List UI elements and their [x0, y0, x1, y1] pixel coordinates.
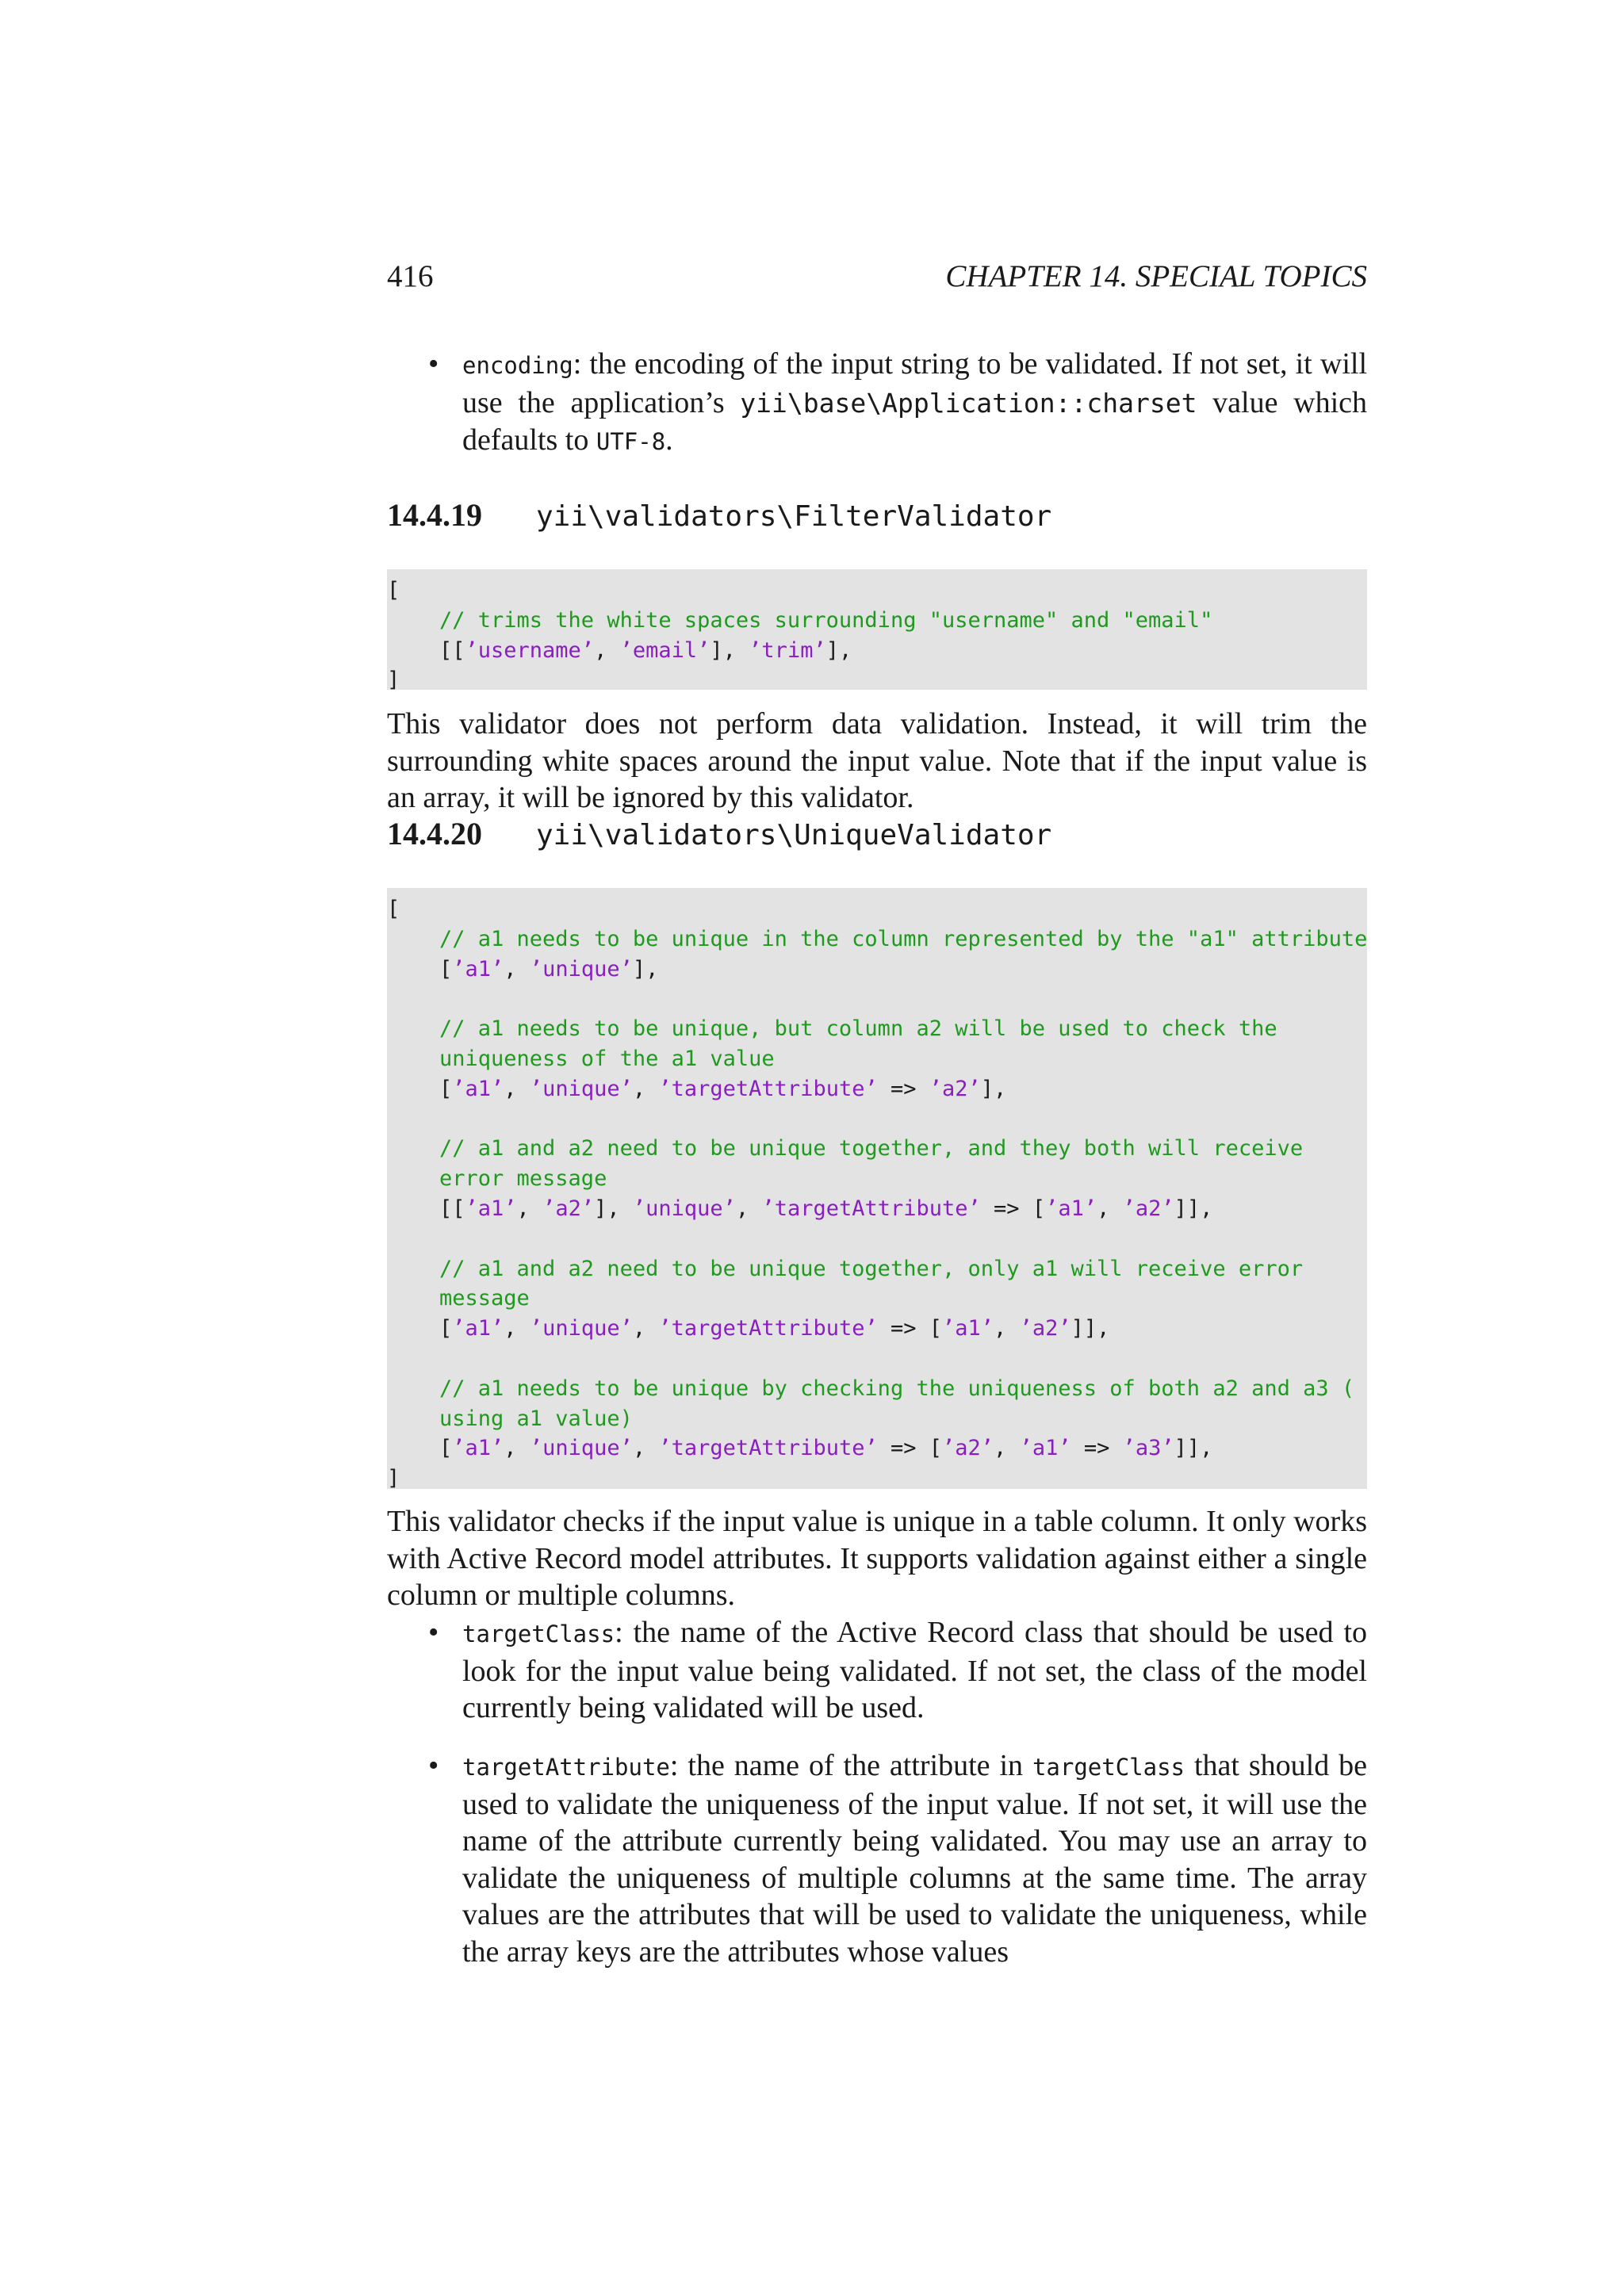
code-line	[387, 1314, 1367, 1344]
code-line	[387, 955, 1367, 985]
code-arrow: =>	[877, 1316, 929, 1341]
code-comment: message	[439, 1286, 530, 1311]
target-attribute-text-2: that should be used to validate the uniqueness of the input value. If not set, it will use the name of the attribute currently being validated. You may use an array to validate the uniqueness of multiple columns at the same time. The array values are the attributes that will be used to validate the uniqueness, while the array keys are the attributes whose values	[462, 1749, 1367, 1969]
code-token: ],	[980, 1076, 1007, 1101]
code-string: ’targetAttribute’	[658, 1436, 878, 1461]
code-string: ’unique’	[632, 1196, 736, 1221]
code-comment: // trims the white spaces surrounding "username" and "email"	[439, 607, 1213, 633]
bullet-target-attribute-text	[462, 1747, 1367, 1970]
code-string: ’username’	[465, 637, 595, 663]
target-class-description: : the name of the Active Record class that should be used to look for the input value being validated. If not set, the class of the model currently being validated will be used.	[462, 1616, 1367, 1724]
code-bracket-close: ]	[387, 1466, 400, 1491]
code-comment: // a1 and a2 need to be unique together, only a1 will receive error	[439, 1256, 1304, 1281]
code-string: ’unique’	[529, 956, 633, 982]
code-token: ,	[504, 956, 530, 982]
code-block-unique	[387, 888, 1367, 1489]
charset-code: yii\base\Application::charset	[740, 387, 1197, 419]
code-string: ’unique’	[529, 1316, 633, 1341]
target-attribute-text-1: : the name of the attribute in	[669, 1749, 1032, 1782]
code-string: ’targetAttribute’	[658, 1076, 878, 1101]
code-string: ’unique’	[529, 1076, 633, 1101]
section-number: 14.4.19	[387, 497, 482, 533]
code-line	[387, 894, 1367, 924]
encoding-text-3: .	[665, 423, 673, 457]
code-token: ,	[504, 1316, 530, 1341]
section-heading-filter-validator	[387, 496, 1367, 534]
code-line	[387, 1254, 1367, 1284]
code-token: ,	[504, 1076, 530, 1101]
code-line	[387, 1044, 1367, 1074]
code-token: ],	[710, 637, 749, 663]
paragraph-filter-description: This validator does not perform data validation. Instead, it will trim the surrounding white spaces around the input value. Note that if the input value is an array, it will be ignored by this validator.	[387, 707, 1367, 814]
code-line	[387, 576, 1367, 606]
code-string: ’a1’	[942, 1316, 994, 1341]
bullet-encoding-text	[462, 346, 1367, 461]
code-token: ,	[594, 637, 620, 663]
code-token: ,	[632, 1076, 659, 1101]
encoding-text-2: value which defaults to	[462, 385, 1367, 457]
code-comment: // a1 needs to be unique in the column represented by the "a1" attribute	[439, 926, 1368, 951]
code-line	[387, 1194, 1367, 1224]
code-line	[387, 1074, 1367, 1104]
term-encoding: encoding	[462, 352, 573, 379]
code-line	[387, 1164, 1367, 1194]
code-token: ]],	[1174, 1196, 1213, 1221]
code-comment: uniqueness of the a1 value	[439, 1046, 775, 1071]
code-string: ’a1’	[1045, 1196, 1097, 1221]
code-string: ’a2’	[929, 1076, 981, 1101]
code-string: ’targetAttribute’	[761, 1196, 981, 1221]
code-line	[387, 1433, 1367, 1464]
bullet-target-attribute	[428, 1747, 1367, 1970]
code-token: ],	[594, 1196, 633, 1221]
code-token: [	[929, 1316, 943, 1341]
code-string: ’a2’	[542, 1196, 595, 1221]
bullet-encoding	[428, 346, 1367, 461]
section-number: 14.4.20	[387, 816, 482, 851]
code-arrow: =>	[1071, 1436, 1123, 1461]
code-string: ’a1’	[452, 1436, 504, 1461]
code-blank-line	[387, 1344, 1367, 1374]
code-blank-line	[387, 984, 1367, 1014]
code-token: [	[439, 1316, 453, 1341]
code-comment: // a1 needs to be unique by checking the uniqueness of both a2 and a3 (	[439, 1376, 1355, 1401]
code-token: ,	[1097, 1196, 1123, 1221]
chapter-title: CHAPTER 14. SPECIAL TOPICS	[945, 259, 1367, 293]
code-line	[387, 1014, 1367, 1044]
code-token: ]],	[1071, 1316, 1110, 1341]
code-string: ’a2’	[942, 1436, 994, 1461]
code-line	[387, 1284, 1367, 1314]
code-token: ],	[632, 956, 659, 982]
bullet-target-class-text	[462, 1614, 1367, 1727]
term-target-class: targetClass	[462, 1621, 615, 1647]
code-comment: using a1 value)	[439, 1406, 633, 1431]
code-blank-line	[387, 1104, 1367, 1135]
code-line	[387, 665, 1367, 695]
code-comment: // a1 and a2 need to be unique together, and they both will receive	[439, 1136, 1304, 1161]
term-target-attribute: targetAttribute	[462, 1754, 670, 1781]
section-name: yii\validators\UniqueValidator	[536, 819, 1052, 851]
code-block-filter	[387, 569, 1367, 693]
code-token: ,	[516, 1196, 543, 1221]
code-token: [[	[439, 1196, 465, 1221]
code-line	[387, 636, 1367, 666]
code-comment: // a1 needs to be unique, but column a2 will be used to check the	[439, 1016, 1277, 1042]
code-token: [[	[439, 637, 465, 663]
page-number: 416	[387, 259, 434, 293]
code-string: ’a1’	[1019, 1436, 1071, 1461]
bullet-dot-icon: •	[428, 347, 439, 381]
code-token: ,	[632, 1436, 659, 1461]
code-line	[387, 606, 1367, 636]
code-bracket-close: ]	[387, 668, 400, 693]
code-token: [	[439, 1076, 453, 1101]
code-string: ’a2’	[1122, 1196, 1174, 1221]
code-string: ’a3’	[1122, 1436, 1174, 1461]
code-line	[387, 924, 1367, 955]
code-arrow: =>	[980, 1196, 1032, 1221]
code-token: ]],	[1174, 1436, 1213, 1461]
code-token: ,	[632, 1316, 659, 1341]
code-blank-line	[387, 1224, 1367, 1254]
code-token: [	[439, 1436, 453, 1461]
code-string: ’a2’	[1019, 1316, 1071, 1341]
code-token: [	[439, 956, 453, 982]
code-string: ’a1’	[452, 1076, 504, 1101]
section-name: yii\validators\FilterValidator	[536, 500, 1052, 533]
code-line	[387, 1374, 1367, 1404]
code-arrow: =>	[877, 1436, 929, 1461]
code-line	[387, 1134, 1367, 1164]
code-string: ’unique’	[529, 1436, 633, 1461]
code-arrow: =>	[877, 1076, 929, 1101]
code-token: ,	[735, 1196, 762, 1221]
code-token: [	[1032, 1196, 1046, 1221]
code-token: [	[929, 1436, 943, 1461]
paragraph-unique-description: This validator checks if the input value is unique in a table column. It only works with Active Record model attributes. It supports validation against either a single column or multiple columns.	[387, 1505, 1367, 1612]
code-token: ,	[504, 1436, 530, 1461]
code-string: ’targetAttribute’	[658, 1316, 878, 1341]
code-line	[387, 1404, 1367, 1434]
section-heading-unique-validator	[387, 815, 1367, 852]
bullet-dot-icon: •	[428, 1749, 439, 1782]
code-bracket-open: [	[387, 578, 400, 603]
code-string: ’a1’	[465, 1196, 517, 1221]
bullet-target-class	[428, 1614, 1367, 1727]
code-string: ’trim’	[749, 637, 826, 663]
code-token: ,	[994, 1316, 1020, 1341]
bullet-dot-icon: •	[428, 1616, 439, 1649]
code-token: ,	[994, 1436, 1020, 1461]
code-line	[387, 1464, 1367, 1494]
code-comment: error message	[439, 1166, 607, 1192]
code-token: ],	[825, 637, 852, 663]
code-bracket-open: [	[387, 897, 400, 921]
default-encoding: UTF-8	[596, 428, 666, 455]
encoding-text-1: : the encoding of the input string to be validated. If not set, it will use the application’s	[462, 347, 1367, 419]
page-header	[387, 258, 1367, 294]
code-string: ’email’	[619, 637, 710, 663]
code-string: ’a1’	[452, 1316, 504, 1341]
code-string: ’a1’	[452, 956, 504, 982]
ref-target-class: targetClass	[1032, 1754, 1185, 1781]
